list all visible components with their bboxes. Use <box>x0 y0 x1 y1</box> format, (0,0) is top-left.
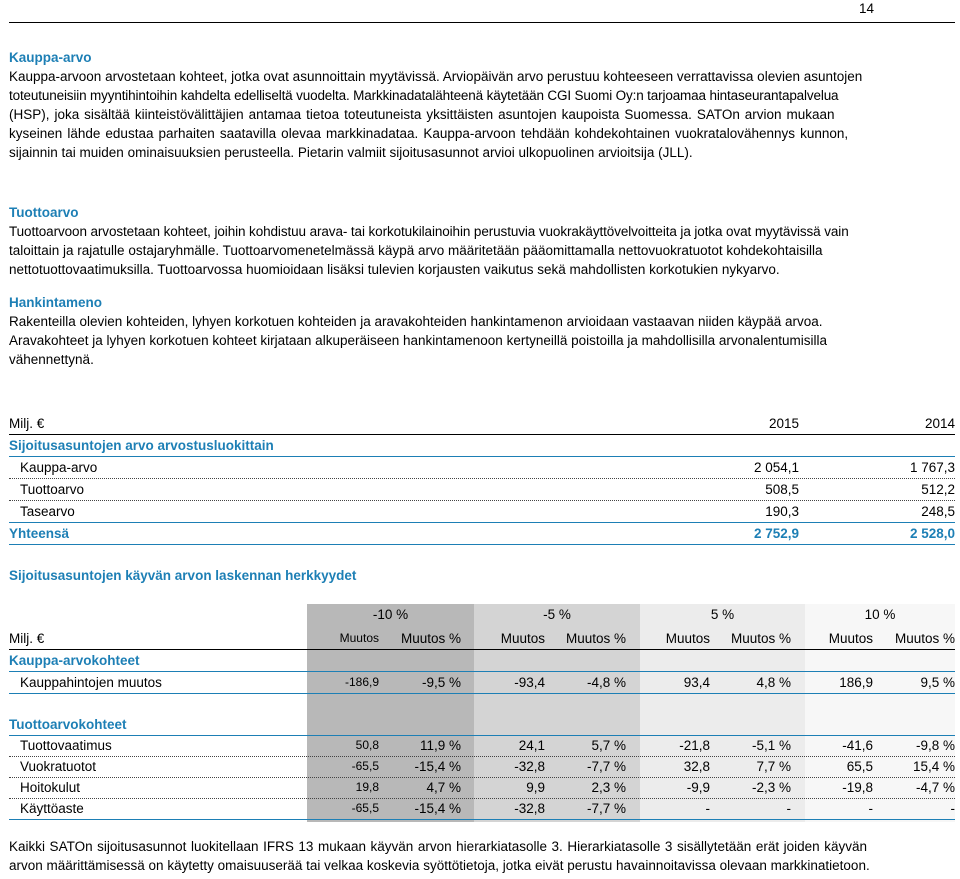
col-muutos: Muutos <box>665 631 710 646</box>
summary-title-row <box>9 435 955 457</box>
row-label: Vuokratuotot <box>20 759 97 774</box>
col-muutos-pct: Muutos % <box>894 631 955 646</box>
row-label: Tuottovaatimus <box>20 738 112 753</box>
kauppa-line: toteutuneisiin myyntihintoihin kahdelta edelliseltä vuodelta. Markkinadatalähteenä käytetään CGI Suomi Oy:n tarjoamaa hintaseurantapalvelua <box>9 88 839 103</box>
year-2015: 2015 <box>768 416 799 431</box>
cell: 50,8 <box>355 738 379 752</box>
total-2014: 2 528,0 <box>909 526 955 541</box>
cell: -41,6 <box>842 738 873 753</box>
cell: -186,9 <box>344 675 379 689</box>
scenario-minus5: -5 % <box>543 607 571 622</box>
row-label: Käyttöaste <box>20 801 84 816</box>
kauppa-arvo-heading: Kauppa-arvo <box>9 50 92 65</box>
cell: 7,7 % <box>756 759 791 774</box>
col-muutos: Muutos <box>500 631 545 646</box>
hankinta-line: Aravakohteet ja lyhyen korkotuen kohteet kirjataan alkuperäiseen hankintamenoon kertyneillä poistoilla ja mahdollisilla arvonalentumisilla <box>9 333 827 348</box>
cell: 19,8 <box>355 780 379 794</box>
tuotto-line: taloittain ja rajatulle ostajaryhmälle. Tuottoarvomenetelmässä käypä arvo määritetään pääomittamalla nettovuokratuotot kohdekohtaisilla <box>9 243 823 258</box>
col-muutos: Muutos <box>828 631 873 646</box>
cell: -32,8 <box>514 759 545 774</box>
cell: -19,8 <box>842 780 873 795</box>
table-row <box>9 777 955 799</box>
hankintameno-section <box>9 293 955 369</box>
cell: 32,8 <box>683 759 710 774</box>
sensitivity-title-block <box>9 566 955 585</box>
tuottoarvo-heading: Tuottoarvo <box>9 205 79 220</box>
kauppa-line: Kauppa-arvoon arvostetaan kohteet, jotka ovat asunnoittain myytävissä. Arviopäivän arvo perustuu kohteeseen verrattavissa olevien asuntojen <box>9 69 863 84</box>
scenario-minus10: -10 % <box>372 607 409 622</box>
cell: 4,8 % <box>756 675 791 690</box>
table-row <box>9 501 955 523</box>
cell: -7,7 % <box>586 759 626 774</box>
cell: 5,7 % <box>591 738 626 753</box>
cell: 2,3 % <box>591 780 626 795</box>
row-label: Hoitokulut <box>20 780 81 795</box>
cell: -4,7 % <box>915 780 955 795</box>
summary-header-row <box>9 413 955 435</box>
row-label: Tasearvo <box>20 504 75 519</box>
cell: -7,7 % <box>586 801 626 816</box>
cell: 9,5 % <box>920 675 955 690</box>
hankinta-line: Rakenteilla olevien kohteiden, lyhyen korkotuen kohteiden ja aravakohteiden hankintamenon arvioidaan vastaavan niiden käypää arvoa. <box>9 314 823 329</box>
value-2014: 1 767,3 <box>909 460 955 475</box>
cell: -9,5 % <box>421 675 461 690</box>
cell: 11,9 % <box>419 738 461 753</box>
cell: -32,8 <box>514 801 545 816</box>
column-header-row <box>9 628 955 650</box>
col-muutos-pct: Muutos % <box>400 631 461 646</box>
tuotto-line: Tuottoarvoon arvostetaan kohteet, joihin kohdistuu arava- tai korkotukilainoihin perustuvia vuokrakäyttövelvoitteita ja jotka ovat myytävissä vain <box>9 224 849 239</box>
cell: -15,4 % <box>414 801 461 816</box>
unit-label: Milj. € <box>9 416 45 431</box>
cell: -21,8 <box>679 738 710 753</box>
table-row <box>9 457 955 479</box>
value-2015: 508,5 <box>765 482 799 497</box>
kauppa-line: kyseinen lähde edustaa parhaiten saatavilla olevaa markkinadataa. Kauppa-arvoon tehdään kohdekohtainen vuokratalovähennys kunnon, <box>9 126 849 141</box>
row-label: Kauppa-arvo <box>20 460 98 475</box>
kauppa-arvo-section <box>9 48 955 162</box>
cell: 93,4 <box>683 675 710 690</box>
cell: - <box>705 801 710 816</box>
table-row <box>9 672 955 694</box>
table-row <box>9 479 955 501</box>
cell: -5,1 % <box>751 738 791 753</box>
cell: -93,4 <box>514 675 545 690</box>
cell: 4,7 % <box>426 780 461 795</box>
cell: -9,8 % <box>915 738 955 753</box>
hankintameno-heading: Hankintameno <box>9 295 103 310</box>
total-label: Yhteensä <box>9 526 70 541</box>
cell: - <box>786 801 791 816</box>
cell: 186,9 <box>839 675 873 690</box>
sensitivity-table <box>9 604 955 822</box>
group-heading: Tuottoarvokohteet <box>9 717 127 732</box>
cell: -65,5 <box>351 801 379 815</box>
cell: -9,9 <box>686 780 710 795</box>
cell: -2,3 % <box>751 780 791 795</box>
col-muutos-pct: Muutos % <box>730 631 791 646</box>
year-2014: 2014 <box>924 416 955 431</box>
group-heading-row <box>9 714 955 736</box>
hankinta-line: vähennettynä. <box>9 352 94 367</box>
kauppa-line: sijainnin tai muiden ominaisuuksien perusteella. Pietarin valmiit sijoitusasunnot arvioi ulkopuolinen arvioitsija (JLL). <box>9 145 693 160</box>
footer-line: Kaikki SATOn sijoitusasunnot luokitellaan IFRS 13 mukaan käyvän arvon hierarkiatasolle 3. Hierarkiatasolle 3 sisällytetään erät joiden käyvän <box>9 839 867 854</box>
value-2014: 512,2 <box>921 482 955 497</box>
tuotto-line: nettotuottovaatimuksilla. Tuottoarvossa huomioidaan lisäksi tulevien korjausten vaikutus sekä mahdollisten korkotukien nykyarvo. <box>9 262 780 277</box>
row-label: Tuottoarvo <box>20 482 85 497</box>
footer-line: arvon määrittämisessä on käytetty omaisuuserää tai velkaa koskevia syöttötietoja, jotka eivät perustu havainnoitavissa olevaan markkinatietoon. <box>9 858 870 873</box>
header-rule <box>9 22 955 23</box>
group-heading-row <box>9 650 955 672</box>
col-muutos-pct: Muutos % <box>565 631 626 646</box>
col-muutos: Muutos <box>339 631 379 645</box>
total-2015: 2 752,9 <box>753 526 799 541</box>
cell: 24,1 <box>518 738 545 753</box>
value-2015: 190,3 <box>765 504 799 519</box>
table-row <box>9 756 955 778</box>
cell: 65,5 <box>846 759 873 774</box>
cell: - <box>950 801 955 816</box>
cell: - <box>868 801 873 816</box>
total-row <box>9 523 955 545</box>
cell: -65,5 <box>351 759 379 773</box>
cell: -15,4 % <box>414 759 461 774</box>
value-2014: 248,5 <box>921 504 955 519</box>
footer-paragraph <box>9 837 955 875</box>
sensitivity-title: Sijoitusasuntojen käyvän arvon laskennan herkkyydet <box>9 568 357 583</box>
page-number: 14 <box>858 1 874 16</box>
scenario-plus5: 5 % <box>710 607 735 622</box>
unit-label: Milj. € <box>9 631 45 646</box>
cell: 15,4 % <box>912 759 955 774</box>
cell: 9,9 <box>526 780 545 795</box>
table-row <box>9 735 955 757</box>
group-heading: Kauppa-arvokohteet <box>9 653 140 668</box>
valuation-summary-table <box>9 413 955 545</box>
table-row <box>9 798 955 820</box>
tuottoarvo-section <box>9 203 955 279</box>
cell: -4,8 % <box>586 675 626 690</box>
summary-title: Sijoitusasuntojen arvo arvostusluokittain <box>9 438 274 453</box>
scenario-header-row <box>9 604 955 625</box>
row-label: Kauppahintojen muutos <box>20 675 162 690</box>
value-2015: 2 054,1 <box>753 460 799 475</box>
kauppa-line: (HSP), joka sisältää kiinteistövälittäjien antamaa tietoa toteutuneista yksittäisten asuntojen kaupoista Suomessa. SATOn arvion mukaan <box>9 107 835 122</box>
scenario-plus10: 10 % <box>864 607 896 622</box>
